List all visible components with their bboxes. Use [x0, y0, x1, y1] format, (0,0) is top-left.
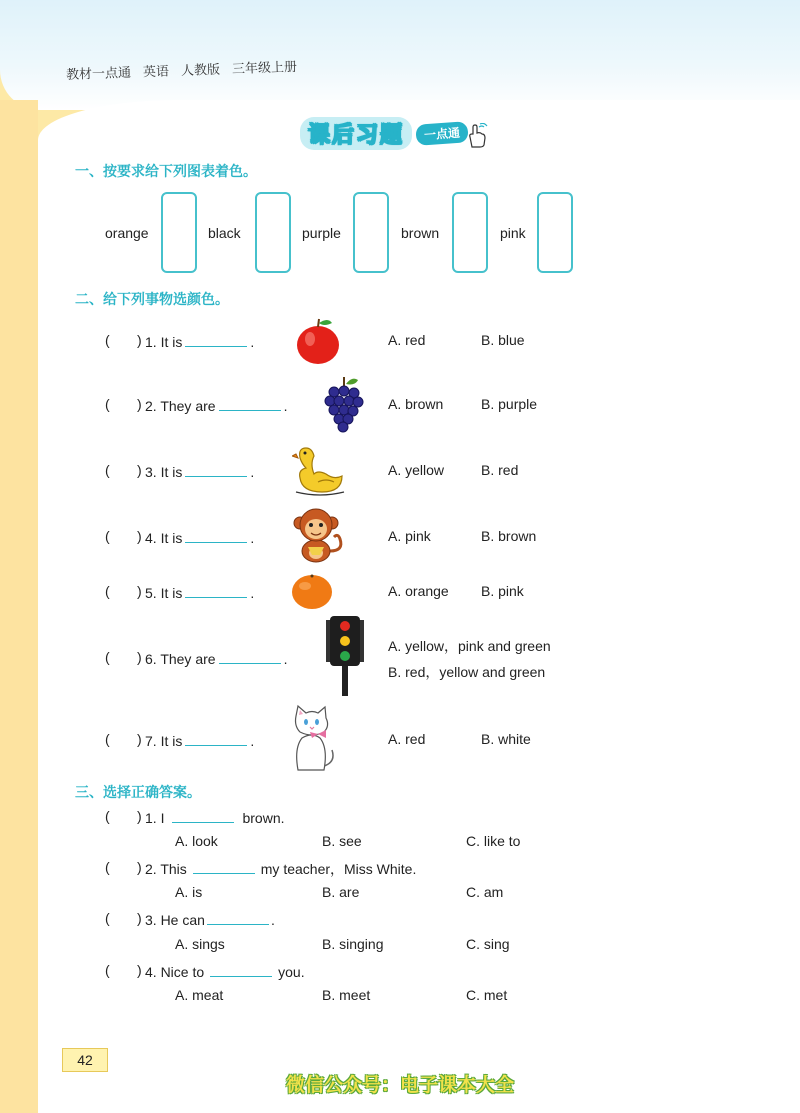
answer-paren-open: (: [105, 396, 110, 412]
color-box-brown[interactable]: [452, 192, 488, 273]
answer-blank[interactable]: [219, 649, 281, 664]
monkey-icon: [290, 505, 346, 565]
grapes-icon: [322, 374, 366, 434]
question-stem: 7. It is: [145, 733, 183, 749]
color-box-purple[interactable]: [353, 192, 389, 273]
answer-paren-close: ): [137, 649, 142, 665]
question-end: .: [250, 585, 255, 601]
color-word-orange: orange: [105, 225, 149, 241]
answer-paren-close: ): [137, 808, 142, 824]
page-sidebar: [0, 100, 38, 1113]
question-end: .: [250, 334, 255, 350]
question-end: .: [250, 530, 255, 546]
question-end: .: [250, 733, 255, 749]
question-tail: my teacher，Miss White.: [260, 861, 417, 877]
option-a[interactable]: A. is: [175, 884, 203, 900]
option-c[interactable]: C. met: [466, 987, 508, 1003]
option-b[interactable]: B. blue: [481, 332, 525, 348]
answer-blank[interactable]: [193, 859, 255, 874]
orange-fruit-icon: [290, 572, 334, 610]
answer-blank[interactable]: [185, 332, 247, 347]
option-b[interactable]: B. brown: [481, 528, 537, 544]
question-tail: brown.: [242, 810, 285, 826]
section2-title: 二、给下列事物选颜色。: [75, 292, 229, 308]
question-stem: 4. Nice to: [145, 964, 205, 980]
question-stem: 2. They are: [145, 398, 216, 414]
section1-title: 一、按要求给下列图表着色。: [75, 164, 257, 180]
answer-blank[interactable]: [172, 808, 234, 823]
option-a[interactable]: A. red: [388, 332, 426, 348]
grade-name: 三年级上册: [231, 59, 298, 78]
option-b[interactable]: B. are: [322, 884, 360, 900]
answer-paren-open: (: [105, 962, 110, 978]
answer-blank[interactable]: [185, 462, 247, 477]
answer-paren-close: ): [137, 962, 142, 978]
color-box-orange[interactable]: [161, 192, 197, 273]
option-a[interactable]: A. brown: [388, 396, 444, 412]
answer-paren-close: ): [137, 528, 142, 544]
option-a[interactable]: A. orange: [388, 583, 449, 599]
question-tail: you.: [278, 964, 305, 980]
answer-paren-close: ): [137, 583, 142, 599]
option-b[interactable]: B. see: [322, 833, 362, 849]
question-stem: 5. It is: [145, 585, 183, 601]
answer-paren-close: ): [137, 396, 142, 412]
question-end: .: [283, 398, 288, 414]
answer-paren-close: ): [137, 910, 142, 926]
answer-paren-open: (: [105, 910, 110, 926]
answer-paren-open: (: [105, 649, 110, 665]
section3-title: 三、选择正确答案。: [75, 785, 201, 801]
question-stem: 3. It is: [145, 464, 183, 480]
question-end: .: [250, 464, 255, 480]
answer-blank[interactable]: [185, 528, 247, 543]
option-b[interactable]: B. red: [481, 462, 519, 478]
subject-name: 英语: [142, 64, 170, 81]
answer-paren-open: (: [105, 859, 110, 875]
question-stem: 4. It is: [145, 530, 183, 546]
answer-paren-open: (: [105, 583, 110, 599]
color-box-black[interactable]: [255, 192, 291, 273]
answer-paren-open: (: [105, 808, 110, 824]
answer-paren-open: (: [105, 528, 110, 544]
option-b[interactable]: B. meet: [322, 987, 371, 1003]
option-c[interactable]: C. like to: [466, 833, 521, 849]
question-stem: 3. He can: [145, 912, 205, 928]
answer-paren-close: ): [137, 462, 142, 478]
duck-icon: [292, 440, 348, 498]
apple-icon: [294, 315, 342, 367]
option-b[interactable]: B. singing: [322, 936, 384, 952]
cat-icon: [288, 704, 336, 774]
option-b[interactable]: B. purple: [481, 396, 538, 412]
color-word-brown: brown: [401, 225, 440, 241]
answer-paren-close: ): [137, 859, 142, 875]
answer-blank[interactable]: [210, 962, 272, 977]
option-a[interactable]: A. meat: [175, 987, 224, 1003]
option-c[interactable]: C. am: [466, 884, 504, 900]
banner-title: 课后习题: [300, 117, 412, 150]
color-word-black: black: [208, 225, 241, 241]
question-stem: 1. I: [145, 810, 165, 826]
book-name: 教材一点通: [65, 65, 132, 83]
question-end: .: [283, 651, 288, 667]
color-box-pink[interactable]: [537, 192, 573, 273]
pointing-hand-icon: [464, 123, 488, 149]
option-b[interactable]: B. red，yellow and green: [388, 664, 546, 680]
option-b[interactable]: B. white: [481, 731, 531, 747]
option-b[interactable]: B. pink: [481, 583, 524, 599]
option-a[interactable]: A. sings: [175, 936, 225, 952]
answer-paren-close: ): [137, 731, 142, 747]
answer-paren-open: (: [105, 462, 110, 478]
color-word-purple: purple: [302, 225, 341, 241]
question-tail: .: [270, 912, 275, 928]
option-a[interactable]: A. pink: [388, 528, 431, 544]
banner-tag: 一点通: [415, 121, 468, 146]
color-word-pink: pink: [500, 225, 526, 241]
option-c[interactable]: C. sing: [466, 936, 510, 952]
answer-blank[interactable]: [219, 396, 281, 411]
option-a[interactable]: A. yellow，pink and green: [388, 638, 551, 654]
page-number: 42: [62, 1048, 108, 1072]
header-band: [0, 0, 800, 110]
answer-blank[interactable]: [207, 910, 269, 925]
question-stem: 2. This: [145, 861, 187, 877]
traffic-light-icon: [326, 614, 364, 696]
section-banner: [300, 118, 488, 148]
answer-paren-open: (: [105, 332, 110, 348]
answer-paren-close: ): [137, 332, 142, 348]
answer-blank[interactable]: [185, 731, 247, 746]
option-a[interactable]: A. yellow: [388, 462, 445, 478]
option-a[interactable]: A. red: [388, 731, 426, 747]
footer-watermark: 微信公众号：电子课本大全: [285, 1074, 514, 1096]
option-a[interactable]: A. look: [175, 833, 218, 849]
answer-paren-open: (: [105, 731, 110, 747]
question-stem: 6. They are: [145, 651, 216, 667]
edition-name: 人教版: [180, 62, 221, 79]
answer-blank[interactable]: [185, 583, 247, 598]
question-stem: 1. It is: [145, 334, 183, 350]
